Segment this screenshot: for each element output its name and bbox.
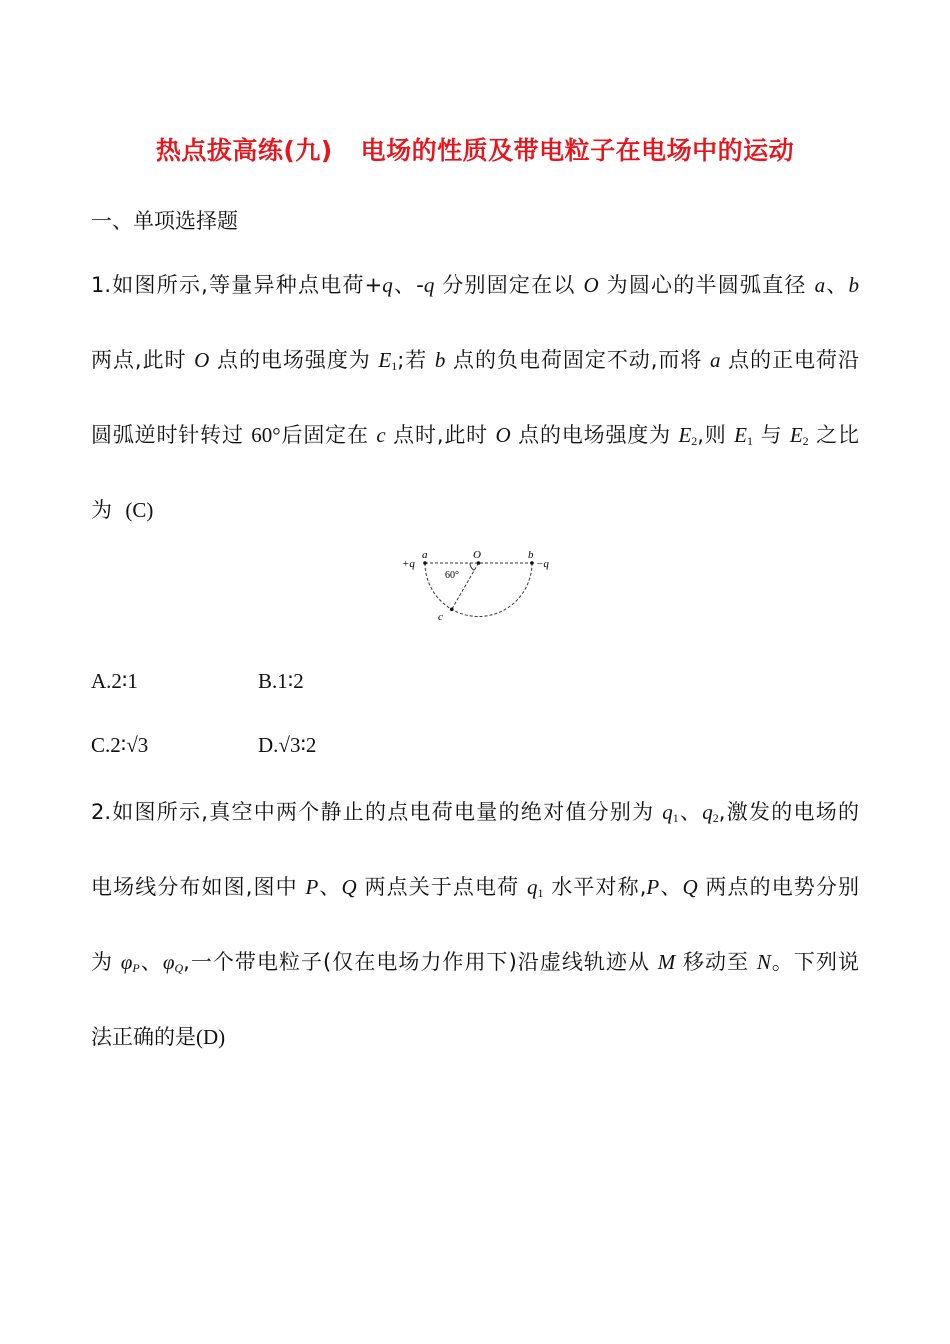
point-O: [477, 561, 481, 565]
label-plus-q: +q: [402, 558, 415, 570]
label-angle: 60°: [445, 570, 459, 581]
label-O: O: [473, 549, 481, 561]
q1-line-1: 1.如图所示,等量异种点电荷+q、-q 分别固定在以 O 为圆心的半圆弧直径 a、b: [91, 273, 860, 297]
q2-line-3: 为 $\varphi_P$、$\varphi_Q$,一个带电粒子(仅在电场力作用下)沿虚线轨迹从 M 移动至 N。下列说: [91, 950, 859, 975]
q1-option-c: C.2∶√3: [91, 733, 149, 757]
q1-answer: (C): [125, 498, 154, 522]
page-title: [0, 131, 950, 167]
label-c: c: [438, 611, 443, 623]
q1-line-2: 两点,此时 O 点的电场强度为 $E_1$;若 b 点的负电荷固定不动,而将 a 点的正电荷沿: [91, 348, 859, 373]
section-heading: 一、单项选择题: [91, 209, 238, 233]
q1-line-4: 为 (C): [91, 498, 154, 522]
point-c: [450, 608, 454, 612]
title-part2: 电场的性质及带电粒子在电场中的运动: [360, 136, 795, 165]
q2-line-2: 电场线分布如图,图中 P、Q 两点关于点电荷 $q_1$ 水平对称,P、Q 两点的电势分别: [91, 875, 860, 900]
q2-line-1: 2.如图所示,真空中两个静止的点电荷电量的绝对值分别为 $q_1$、$q_2$,激发的电场的: [91, 800, 860, 825]
q2-line-4: 法正确的是(D): [91, 1025, 226, 1049]
q1-option-b: B.1∶2: [258, 669, 304, 693]
label-minus-q: −q: [536, 558, 549, 570]
semicircle-charge-figure: [398, 545, 558, 625]
semicircle-arc: [425, 563, 532, 616]
angle-arc: [470, 563, 474, 570]
q2-answer: (D): [196, 1025, 226, 1049]
q1-line-3: 圆弧逆时针转过 60°后固定在 c 点时,此时 O 点的电场强度为 $E_2$,则 $E_1$ 与 $E_2$ 之比: [91, 423, 859, 448]
q1-option-d: D.√3∶2: [258, 733, 317, 757]
q1-option-a: A.2∶1: [91, 669, 138, 693]
label-a: a: [422, 549, 428, 561]
point-b: [530, 561, 534, 565]
label-b: b: [528, 549, 534, 561]
title-part1: 热点拔高练(九): [155, 136, 333, 165]
point-a: [423, 561, 427, 565]
